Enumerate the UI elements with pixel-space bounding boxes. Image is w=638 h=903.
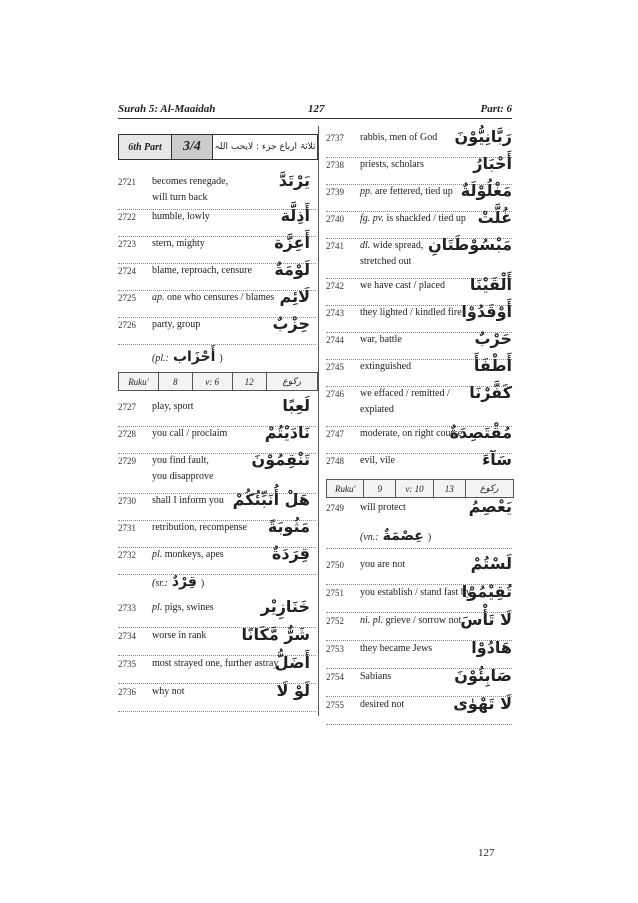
dictionary-entry	[0, 694, 638, 728]
note-label: (pl.:	[152, 353, 169, 364]
ruku-cell-label: Ruku'	[327, 480, 364, 497]
entry-number: 2735	[118, 659, 136, 669]
arabic-word: هَادُوْا	[471, 638, 512, 657]
meaning-text: humble, lowly	[152, 211, 210, 222]
meaning-text: extinguished	[360, 361, 412, 372]
entry-number: 2752	[326, 616, 344, 626]
entry-number: 2748	[326, 456, 344, 466]
arabic-word: حِزْبٌ	[272, 314, 310, 333]
meaning-text: most strayed one, further astray	[152, 658, 279, 669]
grammar-tag: fg. pv.	[360, 213, 384, 224]
grammar-tag: dl.	[360, 240, 371, 251]
note-close: )	[200, 578, 205, 589]
dictionary-entry	[0, 208, 638, 242]
entry-number: 2734	[118, 631, 136, 641]
arabic-word: مَبْسُوْطَتَانِ	[427, 235, 512, 254]
entry-meaning	[360, 455, 395, 466]
entry-meaning	[360, 428, 462, 439]
arabic-word: أَذِلَّة	[280, 206, 310, 225]
page-number-header: 127	[308, 103, 325, 115]
entry-number: 2728	[118, 429, 136, 439]
dictionary-entry	[0, 666, 638, 700]
entry-number: 2753	[326, 644, 344, 654]
dictionary-entry	[0, 275, 638, 309]
meaning-text: will protect	[360, 502, 406, 513]
meaning-text: rabbis, men of God	[360, 132, 438, 143]
meaning-text: is shackled / tied up	[386, 213, 466, 224]
arabic-word: أَحْبَارُ	[473, 154, 512, 173]
meaning-text: becomes renegade,	[152, 176, 229, 187]
meaning-text: Sabians	[360, 671, 392, 682]
dictionary-entry	[0, 638, 638, 672]
arabic-word: مُقْتَصِدَةٌ	[449, 423, 512, 442]
part-label: Part: 6	[480, 103, 512, 115]
arabic-word: لَعِبًا	[282, 396, 310, 415]
entry-number: 2741	[326, 241, 344, 251]
meaning-text: party, group	[152, 319, 201, 330]
ruku-cell-ar: رکوع	[282, 376, 302, 387]
entry-meaning	[360, 587, 471, 598]
arabic-word: لَوْمَةٌ	[274, 260, 310, 279]
meaning-text: pigs, swines	[164, 602, 214, 613]
entry-meaning-cont: will turn back	[152, 192, 208, 203]
meaning-text: war, battle	[360, 334, 402, 345]
entry-number: 2729	[118, 456, 136, 466]
arabic-word: أَعِزَّة	[274, 233, 310, 252]
entry-meaning	[360, 280, 445, 291]
row-separator	[326, 724, 512, 725]
meaning-text: evil, vile	[360, 455, 395, 466]
entry-number: 2755	[326, 700, 344, 710]
ruku-cell-b: v: 6	[193, 373, 233, 390]
dictionary-entry	[0, 154, 638, 188]
entry-meaning	[360, 213, 466, 224]
surah-title: Surah 5: Al-Maaidah	[118, 103, 216, 115]
entry-number: 2725	[118, 293, 136, 303]
arabic-word: حَرْبٌ	[474, 329, 512, 348]
entry-meaning	[360, 334, 402, 345]
entry-number: 2723	[118, 239, 136, 249]
meaning-text: shall I inform you	[152, 495, 224, 506]
arabic-word: لَوْ لَا	[276, 681, 310, 700]
entry-number: 2737	[326, 133, 344, 143]
note-arabic: قِرْدٌ	[171, 574, 197, 590]
arabic-word: كَفَّرْنَا	[469, 383, 512, 402]
arabic-word: تَنْقِمُوْنَ	[251, 450, 310, 469]
entry-number: 2738	[326, 160, 344, 170]
meaning-text: you call / proclaim	[152, 428, 228, 439]
meaning-text: worse in rank	[152, 630, 207, 641]
entry-number: 2745	[326, 362, 344, 372]
meaning-text: we effaced / remitted /	[360, 388, 450, 399]
arabic-word: أَضَلُّ	[274, 653, 310, 672]
note-close: )	[219, 353, 223, 364]
arabic-word: لَائِم	[279, 287, 310, 306]
ruku-cell-b: v: 10	[396, 480, 433, 497]
entry-meaning	[360, 159, 424, 170]
entry-number: 2749	[326, 503, 344, 513]
entry-number: 2721	[118, 177, 136, 187]
entry-meaning	[360, 361, 411, 372]
entry-number: 2731	[118, 523, 136, 533]
arabic-word: غُلَّتْ	[477, 208, 512, 227]
meaning-text: grieve / sorrow not	[385, 615, 462, 626]
arabic-word: سَآءَ	[482, 450, 512, 469]
entry-meaning-cont: stretched out	[360, 256, 412, 267]
entry-number: 2724	[118, 266, 136, 276]
part-name: 6th Part	[119, 135, 172, 159]
ruku-box-right	[326, 479, 514, 498]
entry-number: 2739	[326, 187, 344, 197]
entry-meaning	[360, 615, 461, 626]
footer-page-number: 127	[478, 847, 495, 859]
dictionary-entry	[0, 383, 638, 417]
arabic-word: هَلْ أُنَبِّئُكُمْ	[232, 490, 310, 509]
entry-number: 2726	[118, 320, 136, 330]
entry-number: 2746	[326, 389, 344, 399]
meaning-text: stern, mighty	[152, 238, 205, 249]
dictionary-entry	[0, 302, 638, 336]
meaning-text: one who censures / blames	[167, 292, 275, 303]
grammar-tag: pl.	[152, 549, 163, 560]
entry-meaning	[360, 388, 450, 399]
ruku-cell-c: 12	[233, 373, 267, 390]
entry-number: 2733	[118, 603, 136, 613]
entry-meaning	[360, 559, 405, 570]
arabic-word: لَسْتُمْ	[470, 554, 512, 573]
dictionary-entry	[0, 127, 638, 161]
arabic-word: يَعْصِمُ	[468, 497, 512, 516]
entry-meaning	[360, 502, 406, 513]
meaning-text: you are not	[360, 559, 405, 570]
verbal-noun-note	[360, 528, 431, 544]
entry-number: 2736	[118, 687, 136, 697]
arabic-word: خَنَازِيْر	[260, 597, 310, 616]
entry-number: 2744	[326, 335, 344, 345]
grammar-tag: ap.	[152, 292, 165, 303]
entry-number: 2743	[326, 308, 344, 318]
entry-number: 2754	[326, 672, 344, 682]
arabic-word: شَرٌّ مَّكَانًا	[241, 625, 310, 644]
arabic-word: يَرْتَدَّ	[278, 171, 310, 190]
meaning-text: they became Jews	[360, 643, 433, 654]
note-label: (sr.:	[152, 578, 168, 589]
meaning-text: we have cast / placed	[360, 280, 445, 291]
meaning-text: play, sport	[152, 401, 194, 412]
ruku-cell-ar: رکوع	[480, 483, 499, 494]
row-separator	[326, 548, 512, 549]
entry-meaning	[360, 132, 437, 143]
entry-meaning	[360, 307, 462, 318]
dictionary-entry	[0, 423, 638, 457]
meaning-text: they lighted / kindled fire	[360, 307, 462, 318]
note-arabic: عِصْمَةٌ	[382, 528, 424, 544]
arabic-word: تُقِيْمُوْا	[461, 582, 512, 601]
header-rule	[118, 118, 512, 119]
entry-meaning-cont: you disapprove	[152, 471, 214, 482]
meaning-text: retribution, recompense	[152, 522, 247, 533]
meaning-text: monkeys, apes	[164, 549, 224, 560]
meaning-text: why not	[152, 686, 185, 697]
entry-number: 2740	[326, 214, 344, 224]
entry-number: 2742	[326, 281, 344, 291]
grammar-tag: pl.	[152, 602, 163, 613]
entry-number: 2727	[118, 402, 136, 412]
note-arabic: أَحْزَاب	[172, 349, 216, 365]
arabic-word: أَطْفَأَ	[473, 356, 512, 375]
entry-number: 2730	[118, 496, 136, 506]
part-fraction: 3/4	[172, 135, 213, 159]
ruku-cell-label: Ruku'	[119, 373, 159, 390]
dictionary-entry	[0, 329, 638, 363]
arabic-word: أَلْقَيْنَا	[469, 275, 512, 294]
ruku-cell-a: 8	[159, 373, 193, 390]
grammar-tag: ni. pl.	[360, 615, 384, 626]
entry-number: 2750	[326, 560, 344, 570]
grammar-tag: pp.	[360, 186, 373, 197]
arabic-word: مَثُوبَةً	[267, 517, 310, 536]
entry-meaning	[360, 186, 453, 197]
part-arabic: ثلاثۃ ارباع جزء : لایحب اللہ	[214, 142, 316, 152]
arabic-word: رَبَّانِيُّوْنَ	[454, 127, 512, 146]
entry-meaning	[152, 549, 224, 560]
arabic-word: قِرَدَةٌ	[271, 544, 310, 563]
ruku-cell-a: 9	[364, 480, 396, 497]
meaning-text: are fettered, tied up	[375, 186, 453, 197]
entry-number: 2751	[326, 588, 344, 598]
arabic-word: صَابِئُوْنَ	[454, 666, 512, 685]
entry-number: 2747	[326, 429, 344, 439]
arabic-word: مَغْلُوْلَةٌ	[460, 181, 512, 200]
ruku-cell-c: 13	[434, 480, 466, 497]
entry-number: 2732	[118, 550, 136, 560]
meaning-text: moderate, on right course	[360, 428, 463, 439]
dictionary-entry	[0, 610, 638, 644]
entry-meaning	[360, 671, 391, 682]
meaning-text: you establish / stand fast by	[360, 587, 471, 598]
entry-number: 2722	[118, 212, 136, 222]
note-label: (vn.:	[360, 532, 379, 543]
entry-meaning-cont: expiated	[360, 404, 394, 415]
arabic-word: نَادَيْتُمْ	[264, 423, 310, 442]
arabic-word: أَوْقَدُوْا	[461, 302, 512, 321]
entry-meaning	[360, 643, 432, 654]
meaning-text: priests, scholars	[360, 159, 424, 170]
meaning-text: wide spread,	[372, 240, 424, 251]
arabic-word: لَا تَهْوٰى	[453, 694, 512, 713]
dictionary-entry	[0, 235, 638, 269]
dictionary-entry	[0, 450, 638, 484]
entry-meaning	[360, 240, 423, 251]
arabic-word: لَا تَأْسَ	[460, 610, 512, 629]
meaning-text: desired not	[360, 699, 405, 710]
note-close: )	[427, 532, 432, 543]
entry-meaning	[360, 699, 404, 710]
meaning-text: blame, reproach, censure	[152, 265, 252, 276]
meaning-text: you find fault,	[152, 455, 209, 466]
